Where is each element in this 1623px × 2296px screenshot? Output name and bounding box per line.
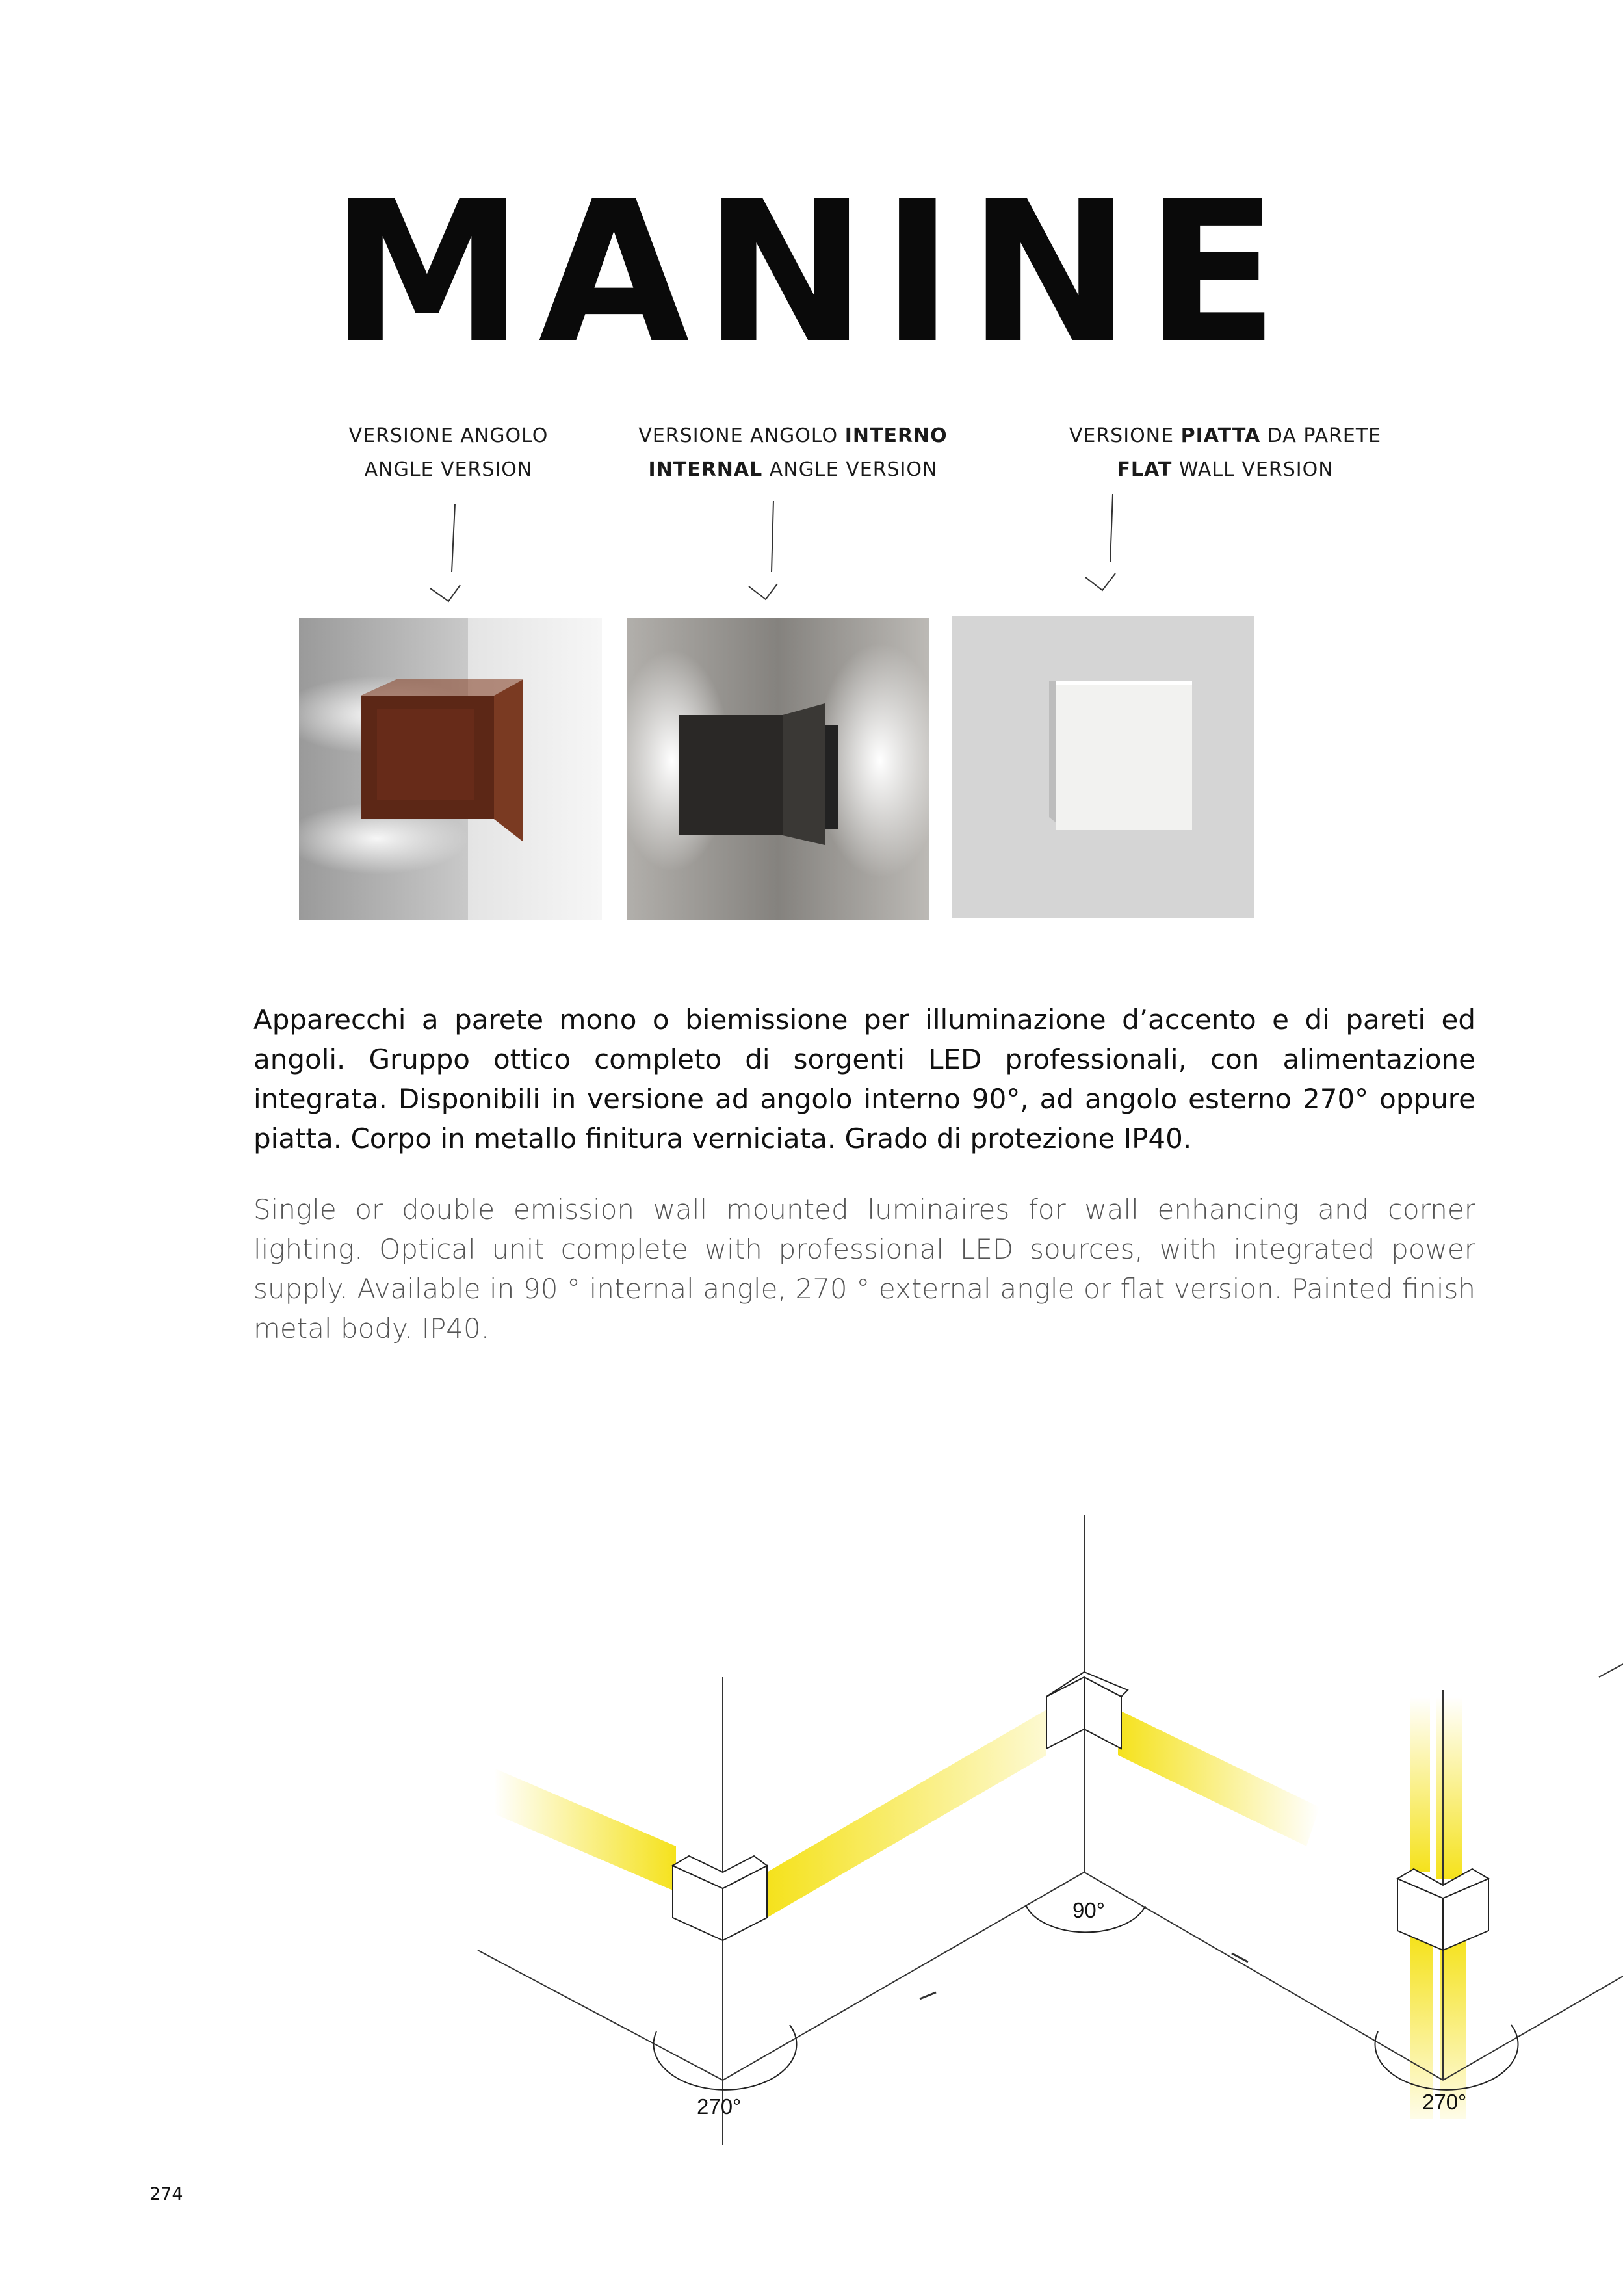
description-english: Single or double emission wall mounted luminaires for wall enhancing and corner lighting. Optical unit complete with professional LED sources, with integrated power supply. Available in 90 ° internal angle, 270 ° external angle or flat version. Painted finish metal body. IP40. [253,1194,1475,1344]
caption-internal-angle-version [624,419,962,487]
description-italian: Apparecchi a parete mono o biemissione per illuminazione d’accento e di pareti ed angoli. Gruppo ottico completo di sorgenti LED professionali, con alimentazione integrata. Disponibili in versione ad angolo interno 90°, ad angolo esterno 270° oppure piatta. Corpo in metallo finitura verniciata. Grado di protezione IP40. [253,1004,1475,1155]
product-photo-internal-angle-version [627,618,929,920]
caption-angle-version [338,419,559,487]
angle-label-left: 270° [697,2094,742,2119]
light-beam [494,1768,676,1892]
caption-line-1: VERSIONE [1069,424,1181,447]
caption-line-1: VERSIONE ANGOLO [348,424,549,447]
caption-line-2-bold: INTERNAL [648,458,763,481]
caption-line-2: WALL VERSION [1172,458,1334,481]
product-photo-flat-version [952,616,1254,918]
arrow-down-icon [416,494,474,611]
fixture-external-angle-left [673,1856,767,1940]
page-number: 274 [149,2184,183,2204]
product-photo-angle-version [299,618,602,920]
caption-line-2: ANGLE VERSION [364,458,533,481]
caption-line-1: VERSIONE ANGOLO [638,424,845,447]
angle-label-right: 270° [1422,2090,1467,2114]
caption-line-1-bold: PIATTA [1180,424,1261,447]
caption-line-2: ANGLE VERSION [762,458,938,481]
arrow-down-icon [1072,488,1131,605]
arrow-down-icon [734,494,793,611]
page-title: MANINE [330,159,1293,386]
light-beam [1410,1697,1430,1872]
angle-label-middle: 90° [1072,1898,1105,1922]
light-beam [1436,1697,1462,1879]
caption-line-1-bold: INTERNO [844,424,948,447]
light-beam [1118,1710,1319,1846]
angle-arc-270-left [653,2025,796,2090]
caption-line-2-bold: FLAT [1117,458,1173,481]
caption-line-1-end: DA PARETE [1260,424,1382,447]
caption-flat-version [1046,419,1404,487]
installation-diagram [0,1495,1623,2152]
fixture-internal-angle-middle [1046,1672,1128,1749]
light-beam [767,1710,1046,1918]
